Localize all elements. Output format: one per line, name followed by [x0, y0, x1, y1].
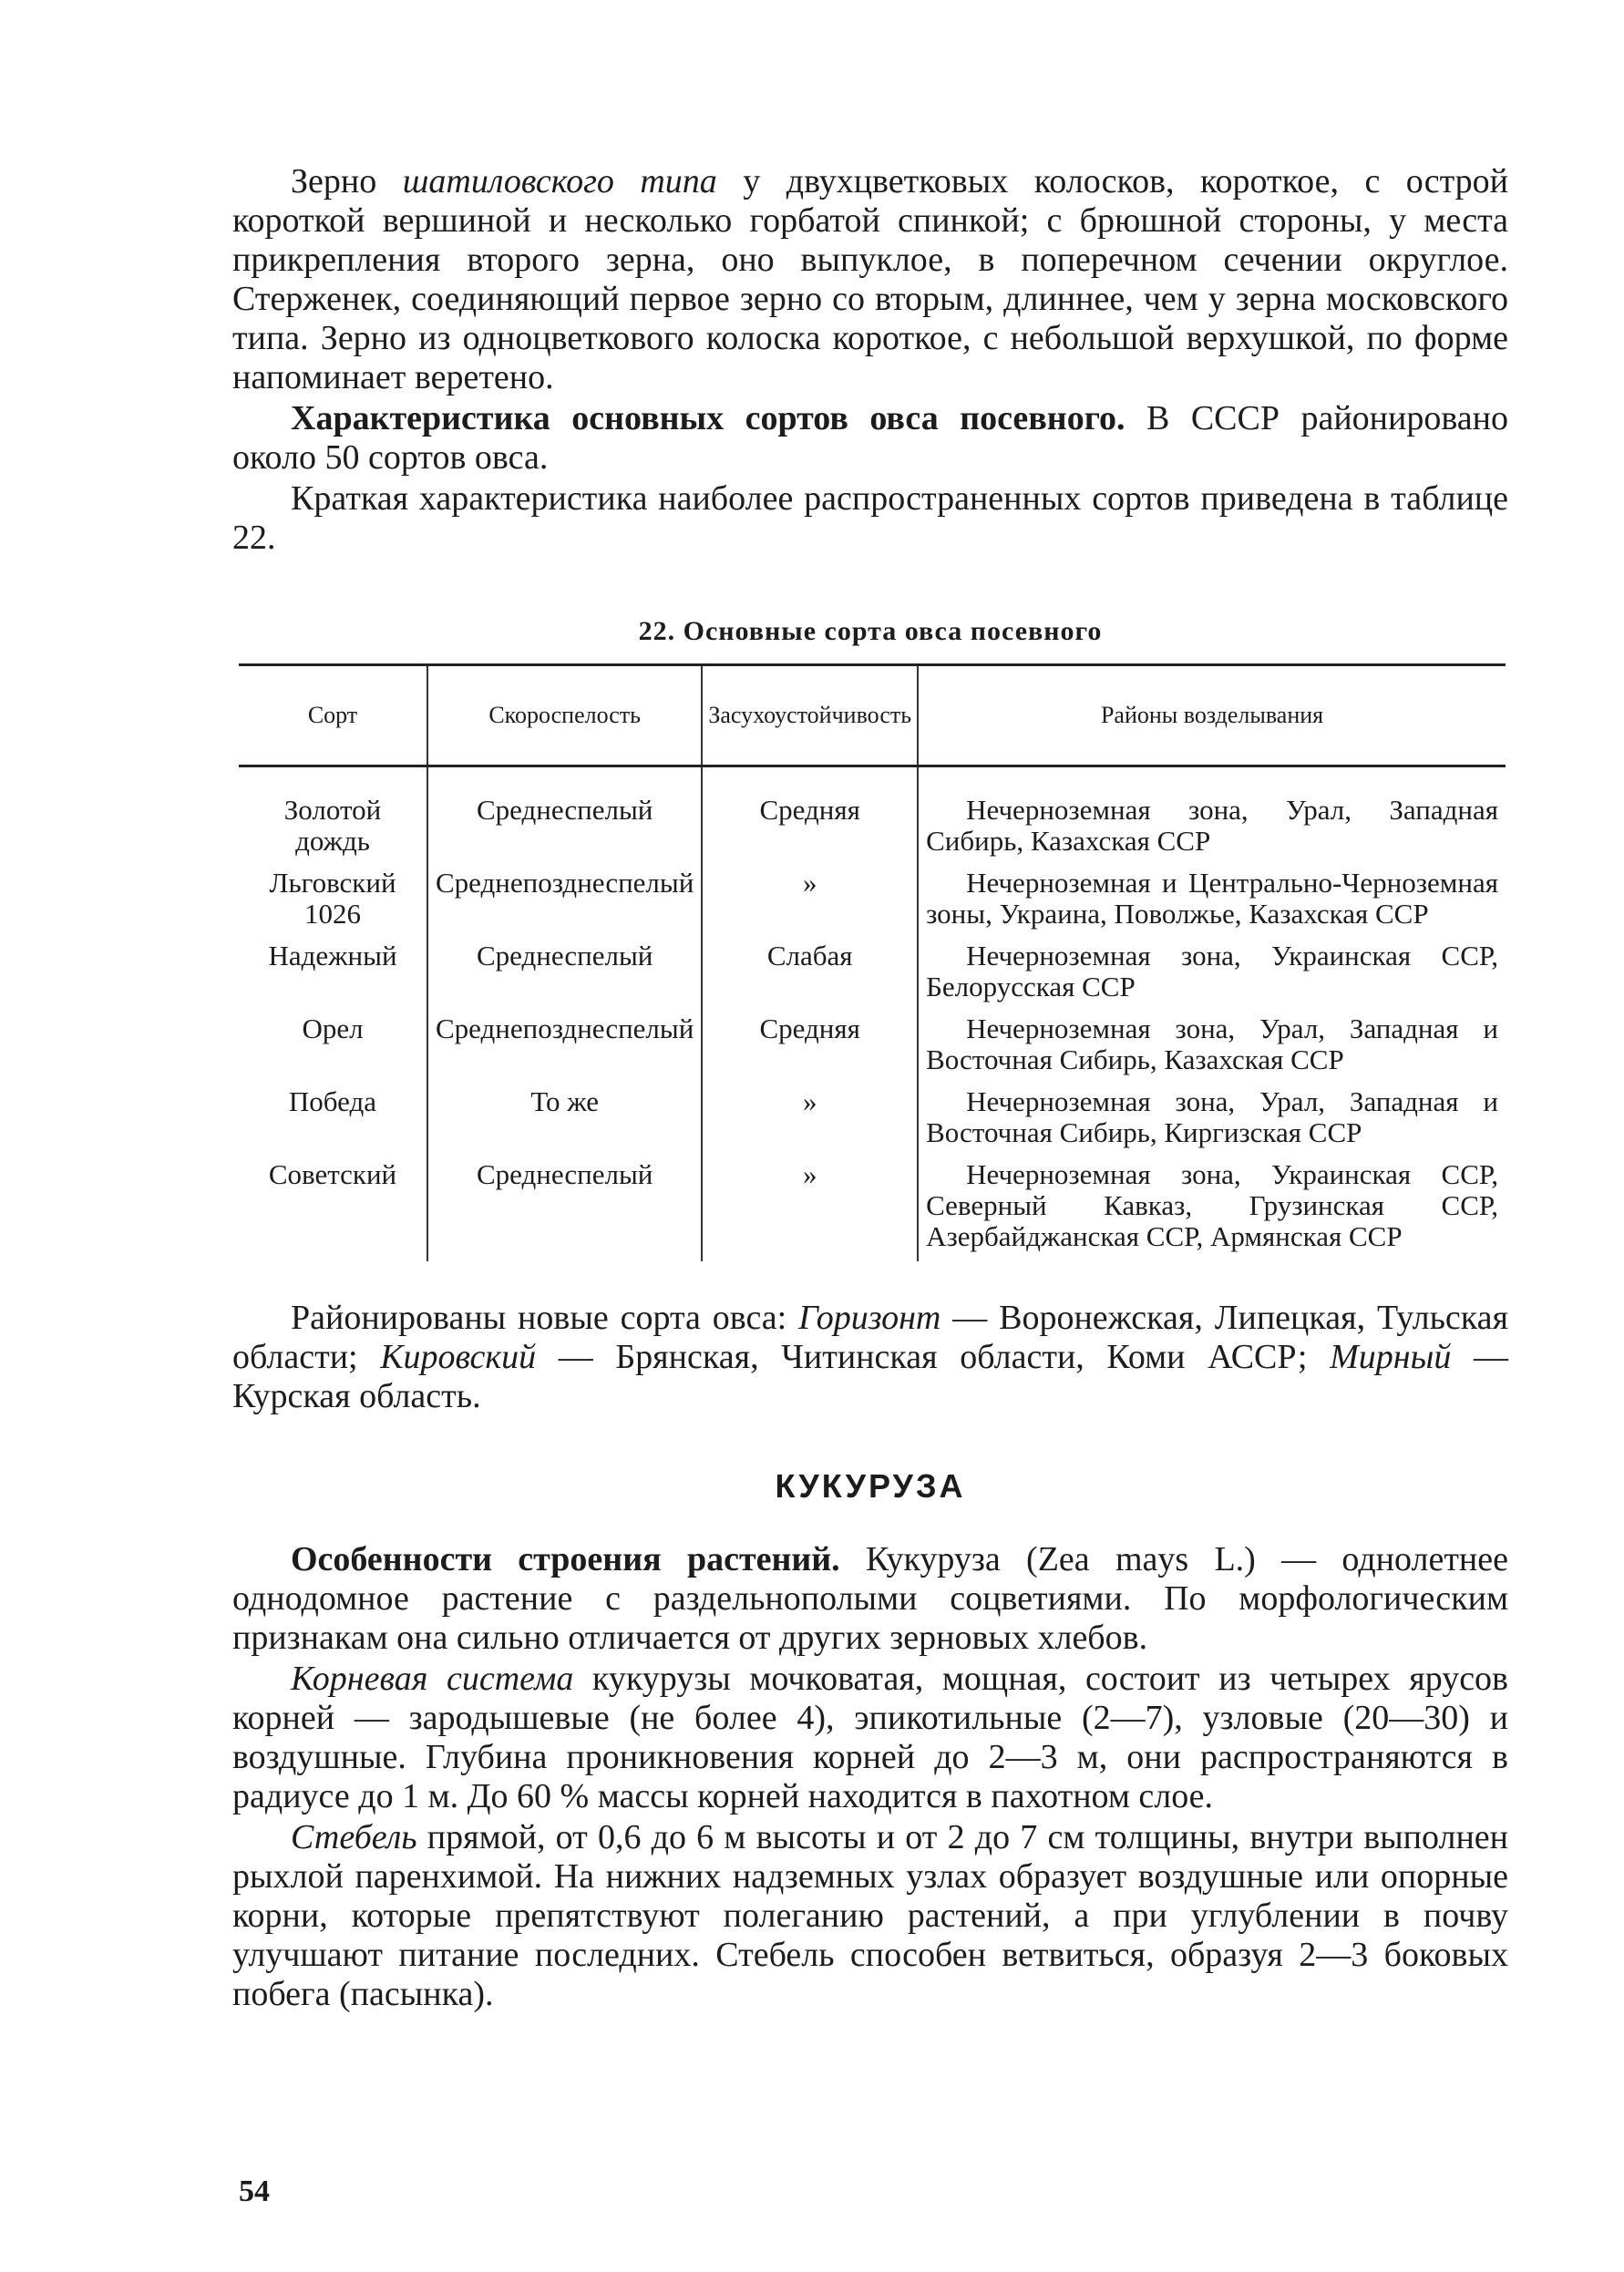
- cell-regions: Нечерноземная зона, Урал, Западная Сибирь, Казахская ССР: [918, 766, 1506, 867]
- table-row: [239, 1157, 1506, 1261]
- cell-regions: Нечерноземная зона, Урал, Западная и Восточная Сибирь, Киргизская ССР: [918, 1085, 1506, 1157]
- cell-sort: Советский: [268, 1158, 397, 1190]
- table-row: [239, 766, 1506, 867]
- new-varieties-text-block: [232, 1299, 1508, 1418]
- table-row: [239, 1085, 1506, 1157]
- section-heading-corn: КУКУРУЗА: [775, 1467, 966, 1505]
- cell-regions: Нечерноземная зона, Урал, Западная и Восточная Сибирь, Казахская ССР: [918, 1012, 1506, 1085]
- cell-regions: Нечерноземная зона, Украинская ССР, Белорусская ССР: [918, 939, 1506, 1012]
- cell-earliness: Среднеспелый: [427, 939, 702, 1012]
- intro-text-block: [232, 162, 1508, 560]
- paragraph-shatilov-grain: Зерно шатиловского типа у двухцветковых колосков, короткое, с острой короткой вершиной и несколько горбатой спинкой; с брюшной стороны, у места прикрепления второго зерна, оно выпуклое, в поперечном сечении округлое. Стерженек, соединяющий первое зерно со вторым, длиннее, чем у зерна московского типа. Зерно из одноцветкового колоска короткое, с небольшой верхушкой, по форме напоминает веретено.: [232, 162, 1508, 396]
- cell-sort: Льговский 1026: [269, 867, 396, 930]
- cell-drought: »: [702, 1157, 918, 1261]
- paragraph-new-varieties: Районированы новые сорта овса: Горизонт — Воронежская, Липецкая, Тульская области; Кировский — Брянская, Читинская области, Коми АССР; Мирный — Курская область.: [232, 1299, 1509, 1415]
- cell-drought: Слабая: [702, 939, 918, 1012]
- table-row: [239, 939, 1506, 1012]
- cell-earliness: То же: [427, 1085, 702, 1157]
- cell-sort: Надежный: [268, 940, 397, 972]
- cell-sort: Орел: [302, 1013, 364, 1044]
- paragraph-corn-structure: Особенности строения растений. Кукуруза (Zea mays L.) — однолетнее однодомное растение с раздельнополыми соцветиями. По морфологическим признакам она сильно отличается от других зерновых хлебов.: [232, 1540, 1508, 1657]
- cell-regions: Нечерноземная зона, Украинская ССР, Северный Кавказ, Грузинская ССР, Азербайджанская ССР, Армянская ССР: [918, 1157, 1506, 1261]
- cell-sort: Победа: [288, 1085, 377, 1117]
- oat-varieties-table: [239, 663, 1506, 1261]
- cell-drought: Средняя: [702, 1012, 918, 1085]
- header-drought: Засухоустойчивость: [702, 665, 918, 766]
- cell-earliness: Среднепозднеспелый: [427, 1012, 702, 1085]
- paragraph-stem: Стебель прямой, от 0,6 до 6 м высоты и от 2 до 7 см толщины, внутри выполнен рыхлой паренхимой. На нижних надземных узлах образует воздушные или опорные корни, которые препятствуют полеганию растений, а при углублении в почву улучшают питание последних. Стебель способен ветвиться, образуя 2—3 боковых побега (пасынка).: [232, 1818, 1508, 2013]
- header-regions: Районы возделывания: [918, 665, 1506, 766]
- cell-drought: »: [702, 866, 918, 939]
- cell-drought: Средняя: [702, 766, 918, 867]
- paragraph-oat-varieties: Характеристика основных сортов овса посевного. В СССР районировано около 50 сортов овса.: [232, 399, 1508, 477]
- cell-sort: Золотой дождь: [283, 794, 382, 857]
- paragraph-table-reference: Краткая характеристика наиболее распространенных сортов приведена в таблице 22.: [232, 479, 1508, 557]
- page-number: 54: [239, 2174, 270, 2208]
- table-row: [239, 866, 1506, 939]
- table-header-row: [239, 665, 1506, 766]
- table-row: [239, 1012, 1506, 1085]
- header-earliness: Скороспелость: [427, 665, 702, 766]
- header-sort: Сорт: [239, 665, 427, 766]
- paragraph-root-system: Корневая система кукурузы мочковатая, мощная, состоит из четырех ярусов корней — зародышевые (не более 4), эпикотильные (2—7), узловые (20—30) и воздушные. Глубина проникновения корней до 2—3 м, они распространяются в радиусе до 1 м. До 60 % массы корней находится в пахотном слое.: [232, 1660, 1508, 1815]
- cell-regions: Нечерноземная и Центрально-Черноземная зоны, Украина, Поволжье, Казахская ССР: [918, 866, 1506, 939]
- cell-earliness: Среднепозднеспелый: [427, 866, 702, 939]
- cell-earliness: Среднеспелый: [427, 1157, 702, 1261]
- cell-drought: »: [702, 1085, 918, 1157]
- table-caption: 22. Основные сорта овса посевного: [638, 616, 1103, 646]
- cell-earliness: Среднеспелый: [427, 766, 702, 867]
- corn-text-block: [232, 1540, 1508, 2016]
